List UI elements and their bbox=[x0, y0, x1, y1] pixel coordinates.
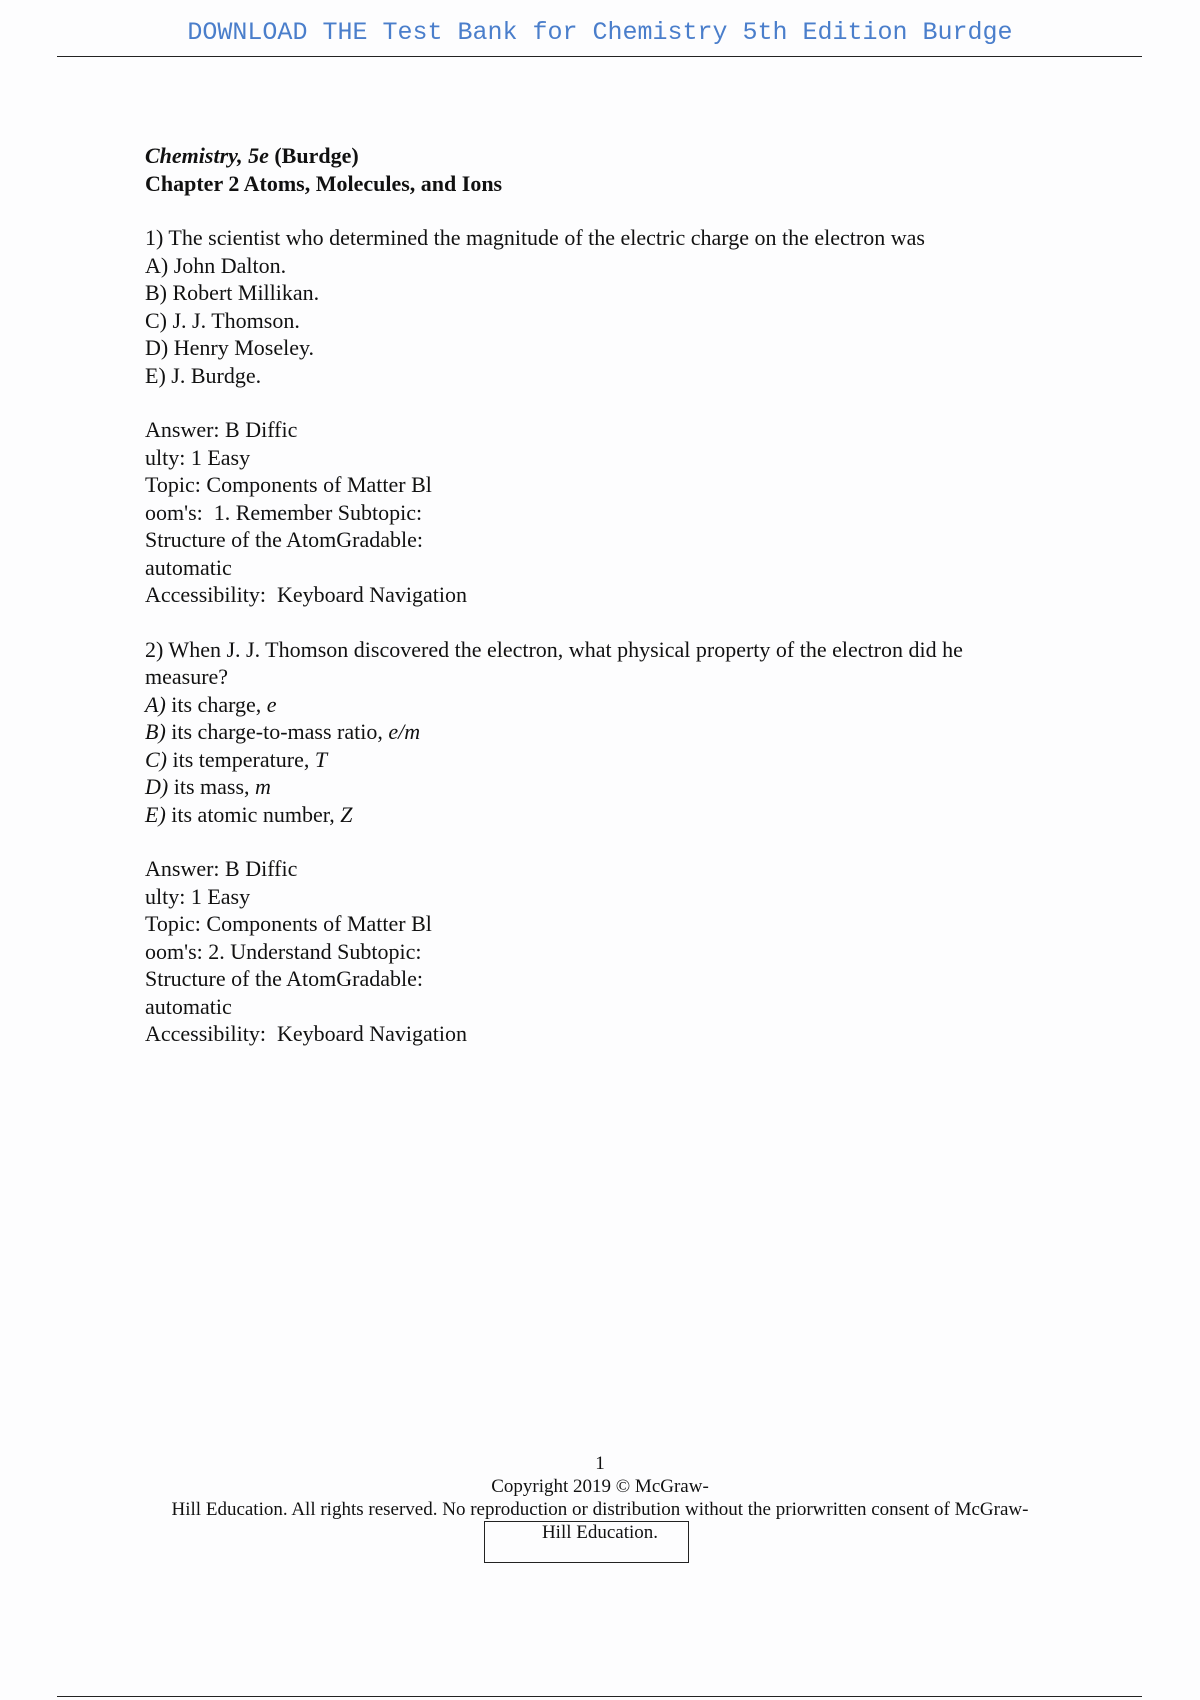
answer-option bbox=[145, 746, 1105, 774]
option-text: its mass, bbox=[168, 774, 256, 799]
meta-line: Accessibility: Keyboard Navigation bbox=[145, 582, 467, 607]
book-title-author: (Burdge) bbox=[268, 143, 359, 168]
meta-line: Answer: B Diffic bbox=[145, 856, 298, 881]
answer-option bbox=[145, 801, 1105, 829]
copyright-line: Copyright 2019 © McGraw- bbox=[491, 1476, 709, 1497]
question-stem: 2) When J. J. Thomson discovered the electron, what physical property of the electron did he measure? bbox=[145, 636, 963, 689]
meta-line: Accessibility: Keyboard Navigation bbox=[145, 1021, 467, 1046]
header-divider bbox=[57, 56, 1142, 57]
chapter-title: Chapter 2 Atoms, Molecules, and Ions bbox=[145, 170, 503, 196]
meta-line: automatic bbox=[145, 554, 232, 580]
option-text: its charge, bbox=[165, 691, 267, 717]
question-2 bbox=[145, 636, 1105, 829]
option-variable: Z bbox=[340, 801, 353, 827]
copyright-line: Hill Education. All rights reserved. No reproduction or distribution without the priorwritten consent of McGraw- bbox=[171, 1499, 1029, 1520]
page-number: 1 bbox=[595, 1453, 605, 1474]
answer-option: E) J. Burdge. bbox=[145, 362, 262, 388]
question-2-metadata bbox=[145, 855, 1105, 1048]
copyright-line: Hill Education. bbox=[541, 1522, 659, 1543]
meta-line: Structure of the AtomGradable: bbox=[145, 527, 423, 552]
option-label: D) bbox=[145, 774, 169, 799]
answer-option bbox=[145, 718, 1105, 746]
meta-line: ulty: 1 Easy bbox=[145, 444, 251, 470]
answer-option: A) John Dalton. bbox=[145, 252, 287, 278]
answer-option: B) Robert Millikan. bbox=[145, 280, 320, 305]
question-1 bbox=[145, 224, 1105, 389]
footer-box-outline bbox=[484, 1521, 689, 1563]
book-title bbox=[145, 142, 1105, 170]
option-label: A) bbox=[145, 691, 166, 717]
document-body bbox=[145, 142, 1105, 1048]
answer-option: D) Henry Moseley. bbox=[145, 335, 315, 360]
option-variable: e bbox=[266, 691, 277, 717]
question-stem: 1) The scientist who determined the magnitude of the electric charge on the electron was bbox=[145, 225, 925, 250]
option-label: E) bbox=[145, 801, 166, 827]
meta-line: automatic bbox=[145, 993, 232, 1019]
option-text: its temperature, bbox=[167, 746, 315, 772]
meta-line: oom's: 2. Understand Subtopic: bbox=[145, 938, 422, 964]
meta-line: Answer: B Diffic bbox=[145, 417, 298, 442]
download-banner[interactable]: DOWNLOAD THE Test Bank for Chemistry 5th Edition Burdge bbox=[187, 18, 1013, 47]
meta-line: Topic: Components of Matter Bl bbox=[145, 472, 432, 497]
option-label: C) bbox=[145, 746, 167, 772]
meta-line: oom's: 1. Remember Subtopic: bbox=[145, 499, 423, 525]
option-label: B) bbox=[145, 719, 166, 744]
answer-option bbox=[145, 773, 1105, 801]
book-title-italic: Chemistry, 5e bbox=[145, 143, 269, 168]
option-text: its charge-to-mass ratio, bbox=[165, 719, 389, 744]
footer-divider bbox=[57, 1696, 1142, 1697]
option-variable: e/m bbox=[388, 719, 421, 744]
option-text: its atomic number, bbox=[165, 801, 341, 827]
meta-line: Topic: Components of Matter Bl bbox=[145, 911, 432, 936]
option-variable: m bbox=[255, 774, 271, 799]
answer-option bbox=[145, 691, 1105, 719]
meta-line: ulty: 1 Easy bbox=[145, 883, 251, 909]
option-variable: T bbox=[314, 746, 328, 772]
answer-option: C) J. J. Thomson. bbox=[145, 307, 300, 333]
question-1-metadata bbox=[145, 416, 1105, 609]
meta-line: Structure of the AtomGradable: bbox=[145, 966, 423, 991]
